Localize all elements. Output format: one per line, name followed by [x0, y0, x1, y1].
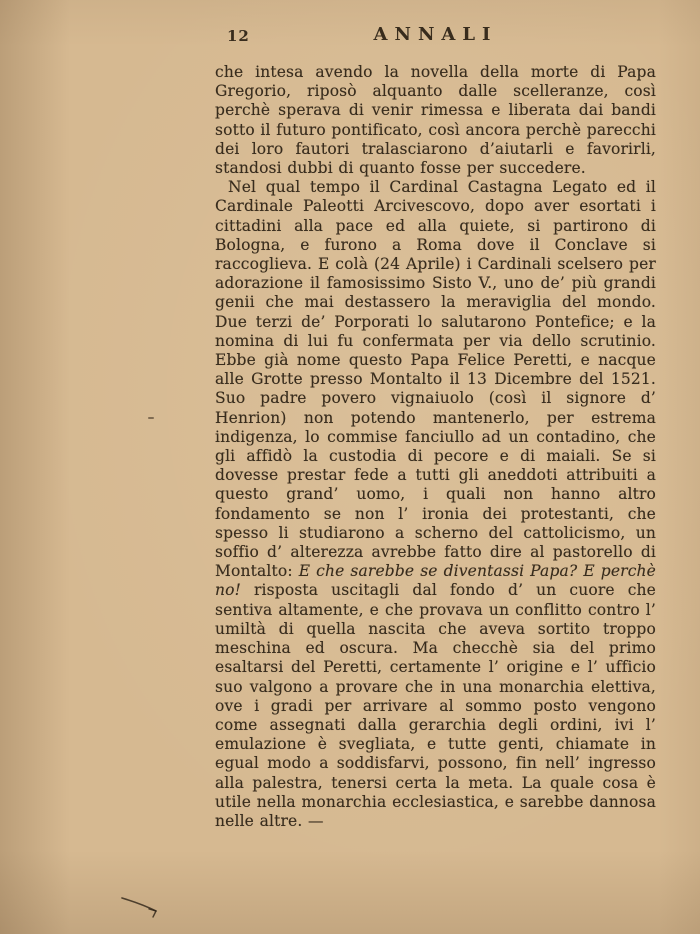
page-title: ANNALI	[373, 24, 498, 45]
page-header	[215, 24, 656, 50]
ink-speck	[148, 417, 154, 419]
paragraph-segment: Nel qual tempo il Cardinal Castagna Legato ed il Cardinale Paleotti Arcivescovo, dopo aver esortati i cittadini alla pace ed alla quiete, si partirono di Bologna, e furono a Roma dove il Conclave si raccoglieva. E colà (24 Aprile) i Cardinali scelsero per adorazione il famosissimo Sisto V., uno de’ più grandi genii che mai destassero la meraviglia del mondo. Due terzi de’ Porporati lo salutarono Pontefice; e la nomina di lui fu confermata per via dello scrutinio. Ebbe già nome questo Papa Felice Peretti, e nacque alle Grotte presso Montalto il 13 Dicembre del 1521. Suo padre povero vignaiuolo (così il signore d’ Henrion) non potendo mantenerlo, per estrema indigenza, lo commise fanciullo ad un contadino, che gli affidò la custodia di pecore e di maiali. Se si dovesse prestar fede a tutti gli aneddoti attribuiti a questo grand’ uomo, i quali non hanno altro fondamento se non l’ ironia dei protestanti, che spesso li studiarono a scherno del cattolicismo, un soffio d’ alterezza avrebbe fatto dire al pastorello di Montalto:	[215, 178, 656, 581]
text-block	[215, 63, 656, 831]
paragraph-main	[215, 178, 656, 831]
paragraph-segment: risposta uscitagli dal fondo d’ un cuore che sentiva altamente, e che provava un conflitto contro l’ umiltà di quella nascita che aveva sortito troppo meschina ed oscura. Ma checchè sia del primo esaltarsi del Peretti, certamente l’ origine e l’ ufficio suo valgono a provare che in una monarchia elettiva, ove i gradi per arrivare al sommo posto vengono come assegnati dalla gerarchia degli ordini, ivi l’ emulazione è svegliata, e tutte genti, chiamate in egual modo a soddisfarvi, possono, fin nell’ ingresso alla palestra, tenersi certa la meta. La quale cosa è utile nella monarchia ecclesiastica, e sarebbe dannosa nelle altre. —	[215, 581, 656, 830]
pen-mark	[120, 892, 168, 926]
paragraph-segment-italic: E che sarebbe se diventassi Papa? E perchè no!	[215, 562, 657, 600]
paragraph-continuation: che intesa avendo la novella della morte di Papa Gregorio, riposò alquanto dalle scelleranze, così perchè sperava di venir rimessa e liberata dai bandi sotto il futuro pontificato, così ancora perchè parecchi dei loro fautori tralasciarono d’aiutarli e favorirli, standosi dubbi di quanto fosse per succedere.	[215, 63, 656, 178]
page-number: 12	[227, 27, 250, 45]
